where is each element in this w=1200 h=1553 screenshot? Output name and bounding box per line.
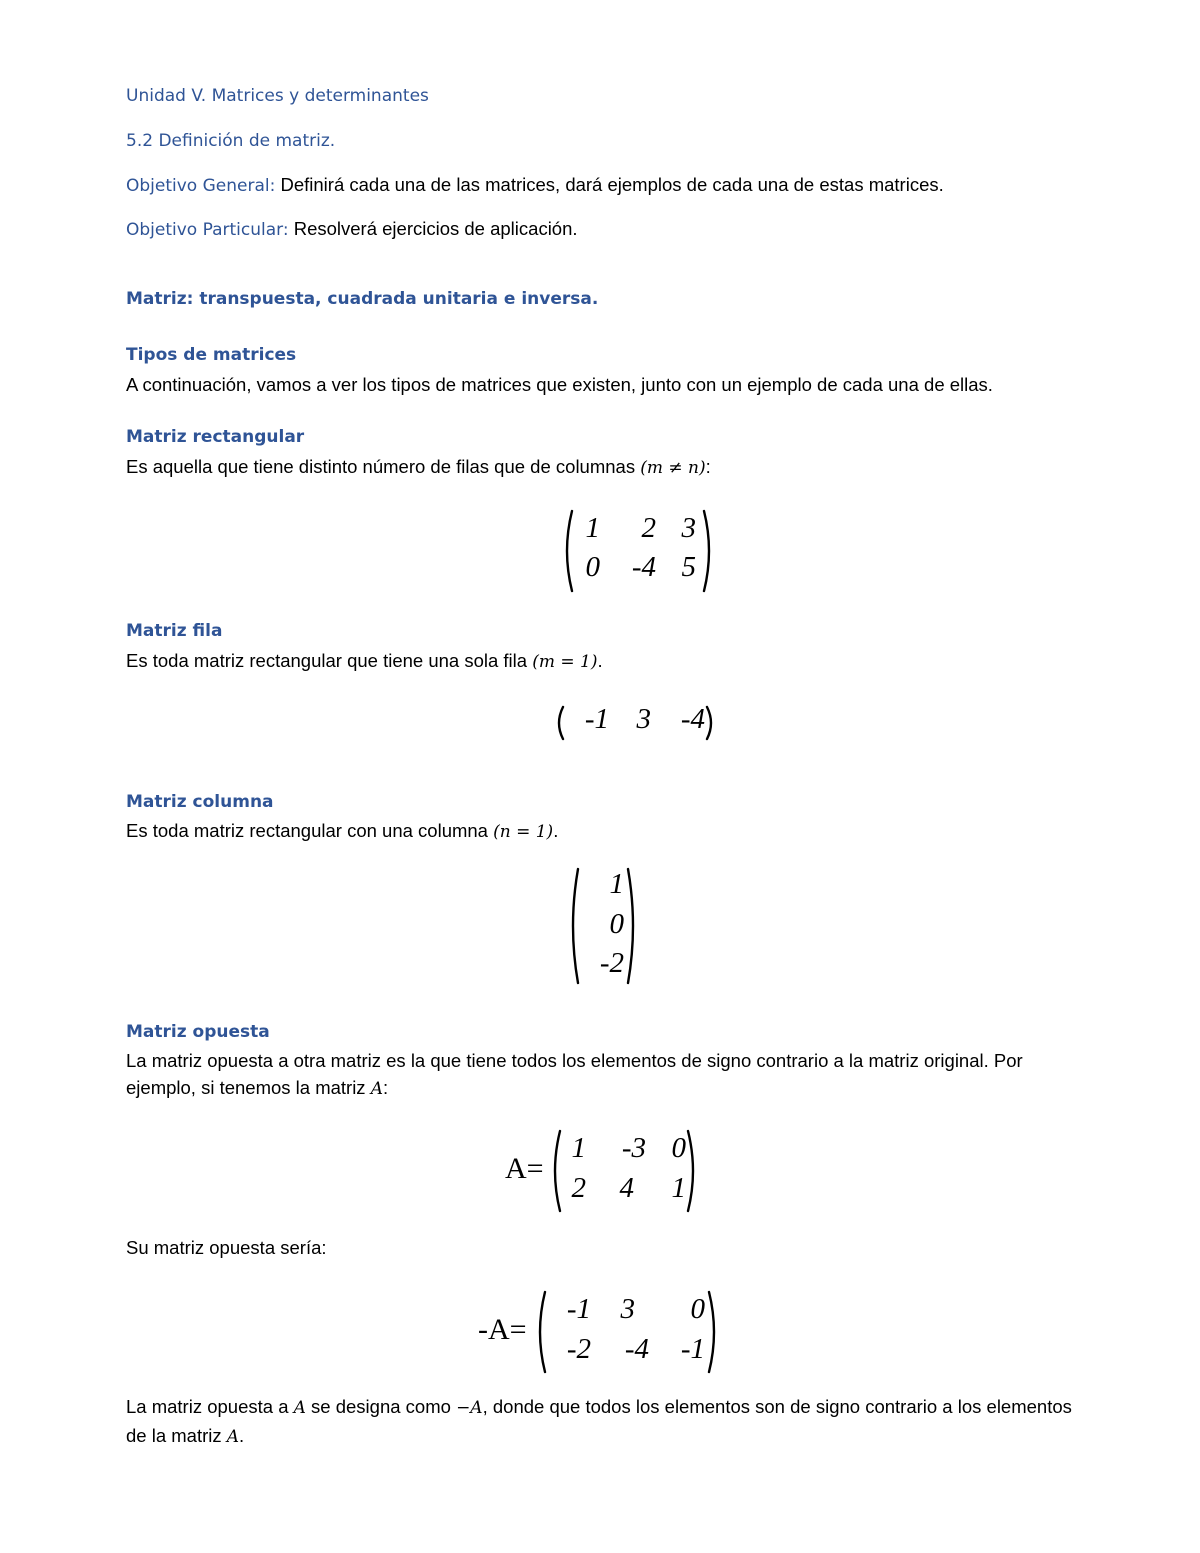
matrix-cell: 3 bbox=[636, 703, 651, 735]
matrix-cell: 5 bbox=[681, 551, 696, 583]
matrix-cell: -1 bbox=[680, 1333, 705, 1365]
matrix-cell: -1 bbox=[566, 1293, 591, 1325]
right-paren bbox=[626, 866, 638, 986]
closing-part-2: se designa como bbox=[305, 1396, 457, 1417]
fila-heading: Matriz fila bbox=[126, 621, 223, 641]
closing-part-4: . bbox=[239, 1425, 245, 1446]
opuesta-text bbox=[126, 1047, 1086, 1103]
matrix-cell: -2 bbox=[566, 1333, 591, 1365]
matrix-cell: 3 bbox=[620, 1293, 635, 1325]
closing-math-3: A bbox=[226, 1427, 240, 1447]
tipos-heading: Tipos de matrices bbox=[126, 345, 297, 365]
columna-text bbox=[126, 820, 558, 842]
right-paren bbox=[705, 705, 715, 741]
right-paren bbox=[686, 1128, 698, 1214]
objective-general bbox=[126, 174, 944, 196]
fila-text-before: Es toda matriz rectangular que tiene una sola fila bbox=[126, 650, 533, 671]
matrix-a bbox=[550, 1128, 700, 1214]
matrix-cell: -1 bbox=[584, 703, 609, 735]
opuesta-text-before: La matriz opuesta a otra matriz es la que tiene todos los elementos de signo contrario a la matriz original. Por ejemplo, si tenemos la matriz bbox=[126, 1050, 1023, 1098]
left-paren bbox=[535, 1289, 547, 1375]
matrix-cell: 2 bbox=[571, 1172, 586, 1204]
rectangular-text bbox=[126, 456, 711, 478]
closing-math-2: −A bbox=[456, 1398, 483, 1418]
objective-particular-label: Objetivo Particular: bbox=[126, 220, 289, 240]
closing-math-1: A bbox=[293, 1398, 306, 1418]
rectangular-text-after: : bbox=[705, 456, 711, 477]
columna-heading: Matriz columna bbox=[126, 792, 274, 812]
unit-title: Unidad V. Matrices y determinantes bbox=[126, 86, 429, 106]
left-paren bbox=[550, 1128, 562, 1214]
matrix-cell: -2 bbox=[599, 947, 624, 979]
columna-text-before: Es toda matriz rectangular con una columna bbox=[126, 820, 494, 841]
matrix-cell: 4 bbox=[619, 1172, 634, 1204]
matrix-cell: -4 bbox=[624, 1333, 649, 1365]
columna-matrix bbox=[568, 866, 640, 988]
closing-part-1: La matriz opuesta a bbox=[126, 1396, 294, 1417]
matrix-cell: 1 bbox=[571, 1132, 586, 1164]
matrix-cell: 0 bbox=[690, 1293, 705, 1325]
fila-math: (m = 1) bbox=[532, 652, 598, 672]
objective-general-text: Definirá cada una de las matrices, dará ejemplos de cada una de estas matrices. bbox=[275, 174, 944, 195]
rectangular-heading: Matriz rectangular bbox=[126, 427, 305, 447]
left-paren bbox=[568, 866, 580, 986]
matrix-cell: -4 bbox=[631, 551, 656, 583]
columna-text-after: . bbox=[553, 820, 559, 841]
matrix-cell: -3 bbox=[621, 1132, 646, 1164]
matrix-cell: 0 bbox=[585, 551, 600, 583]
matrix-a-label: A= bbox=[505, 1152, 544, 1185]
left-paren bbox=[555, 705, 565, 741]
tipos-intro: A continuación, vamos a ver los tipos de matrices que existen, junto con un ejemplo de cada una de ellas. bbox=[126, 374, 993, 395]
columna-math: (n = 1) bbox=[493, 822, 554, 842]
matrix-cell: 1 bbox=[585, 512, 600, 544]
objective-general-label: Objetivo General: bbox=[126, 176, 276, 196]
main-title: Matriz: transpuesta, cuadrada unitaria e inversa. bbox=[126, 289, 599, 309]
matrix-cell: 3 bbox=[681, 512, 696, 544]
matrix-neg-a bbox=[535, 1289, 721, 1375]
matrix-cell: 2 bbox=[641, 512, 656, 544]
su-matriz-text: Su matriz opuesta sería: bbox=[126, 1237, 327, 1258]
left-paren bbox=[562, 508, 574, 594]
opuesta-math: A bbox=[370, 1079, 383, 1099]
closing-part-3: , donde que todos los elementos son de signo contrario a los elementos de la matriz bbox=[126, 1396, 1072, 1446]
fila-matrix bbox=[555, 703, 720, 743]
fila-text bbox=[126, 650, 603, 672]
objective-particular-text: Resolverá ejercicios de aplicación. bbox=[288, 218, 578, 239]
matrix-cell: -4 bbox=[680, 703, 705, 735]
matrix-neg-a-label: -A= bbox=[478, 1313, 527, 1346]
opuesta-text-after: : bbox=[382, 1077, 389, 1098]
rectangular-text-before: Es aquella que tiene distinto número de filas que de columnas bbox=[126, 456, 641, 477]
right-paren bbox=[707, 1289, 719, 1375]
rectangular-matrix bbox=[562, 508, 717, 594]
opuesta-closing bbox=[126, 1393, 1086, 1451]
fila-text-after: . bbox=[597, 650, 603, 671]
rectangular-math: (m ≠ n) bbox=[640, 458, 706, 478]
right-paren bbox=[702, 508, 714, 594]
section-title: 5.2 Definición de matriz. bbox=[126, 131, 336, 151]
matrix-cell: 0 bbox=[609, 908, 624, 940]
matrix-cell: 1 bbox=[609, 868, 624, 900]
objective-particular bbox=[126, 218, 578, 240]
matrix-cell: 0 bbox=[671, 1132, 686, 1164]
opuesta-heading: Matriz opuesta bbox=[126, 1022, 270, 1042]
matrix-cell: 1 bbox=[671, 1172, 686, 1204]
